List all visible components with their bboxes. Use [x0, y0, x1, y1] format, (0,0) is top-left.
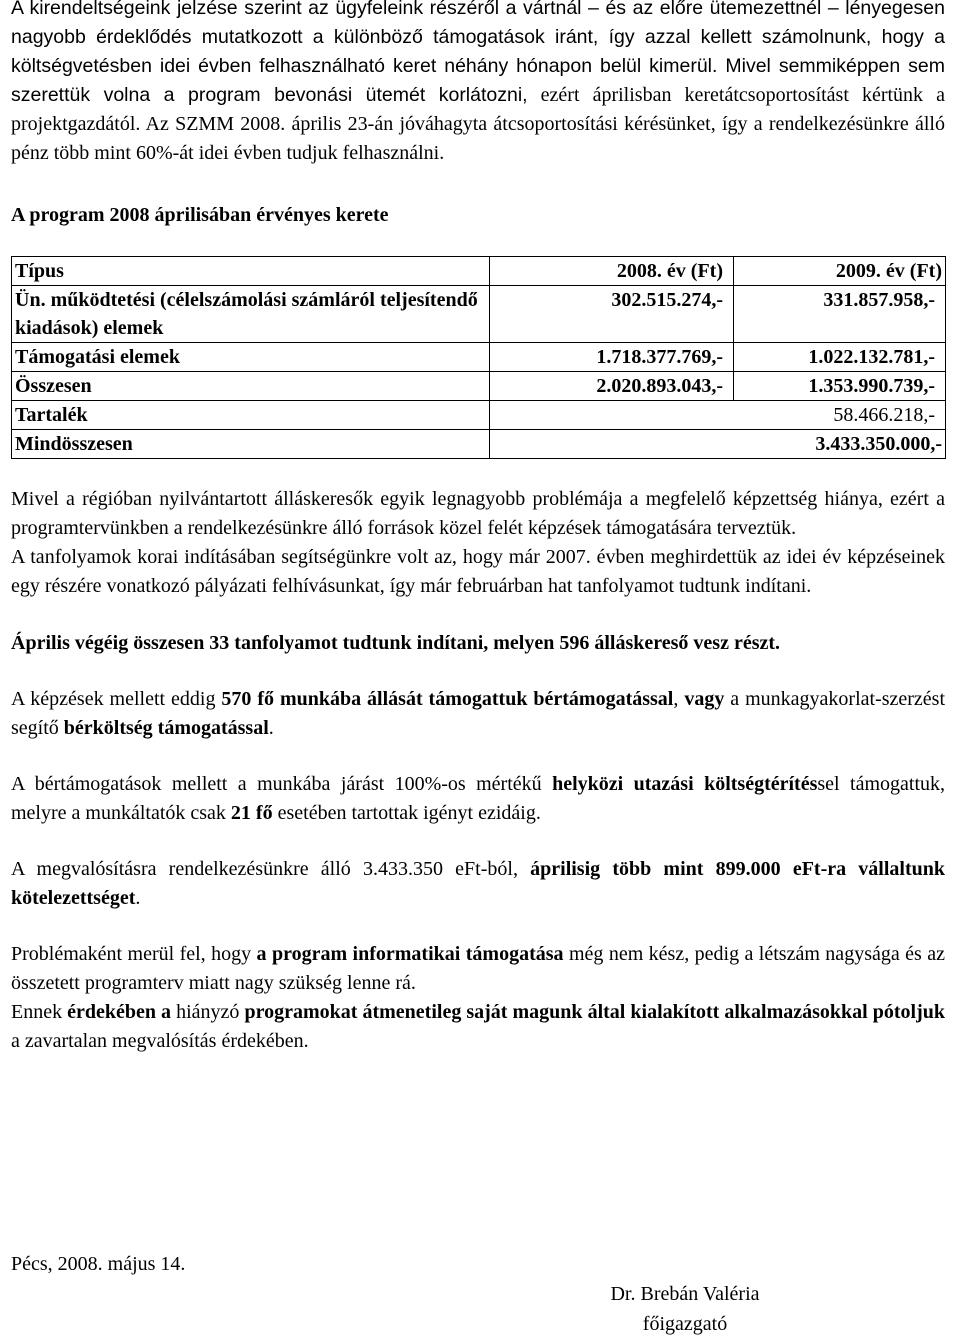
table-row — [12, 372, 946, 401]
row-value-2008: 302.515.274,- — [490, 286, 734, 343]
row-value-2008: 2.020.893.043,- — [490, 372, 734, 401]
intro-serif-text: ezért áprilisban keretátcsoportosítást kértünk a projektgazdától. Az SZMM 2008. április 23-án jóváhagyta átcsoportosítási kérésünket, így a rendelkezésünkre álló pénz több mint 60%-át idei évben tudjuk felhasználni. — [11, 84, 945, 164]
header-2008: 2008. év (Ft) — [490, 257, 734, 286]
intro-paragraph — [11, 0, 945, 168]
row-label: Tartalék — [12, 401, 490, 430]
intro-sans-text: A kirendeltségeink jelzése szerint az ügyfeleink részéről a vártnál – és az előre ütemezettnél – lényegesen nagyobb érdeklődés mutatkozott a különböző támogatások iránt, így azzal kellett számolnunk, hogy a költségvetésben idei évben felhasználható keret néhány hónapon belül kimerül. Mivel semmiképpen sem szerettük volna a program bevonási ütemét korlátozni, — [11, 0, 945, 106]
table-row — [12, 343, 946, 372]
problem-paragraph: Problémaként merül fel, hogy a program informatikai támogatása még nem kész, pedig a létszám nagysága és az összetett programterv miatt nagy szükség lenne rá. — [11, 943, 945, 994]
document-page — [11, 0, 945, 1056]
row-value-2009: 1.022.132.781,- — [734, 343, 946, 372]
training-paragraph-1: Mivel a régióban nyilvántartott álláskeresők egyik legnagyobb problémája a megfelelő képzettség hiánya, ezért a programtervünkben a rendelkezésünkre álló források közel felét képzések támogatására terveztük. — [11, 488, 945, 539]
row-value-combined: 58.466.218,- — [490, 401, 946, 430]
wage-subsidy-paragraph: A képzések mellett eddig 570 fő munkába állását támogattuk bértámogatással, vagy a munkagyakorlat-szerzést segítő bérköltség támogatással. — [11, 688, 946, 739]
header-type: Típus — [12, 257, 490, 286]
table-row — [12, 401, 946, 430]
row-label: Összesen — [12, 372, 490, 401]
budget-commitment-paragraph: A megvalósításra rendelkezésünkre álló 3.433.350 eFt-ból, áprilisig több mint 899.000 eFt-ra vállaltunk kötelezettséget. — [11, 858, 945, 909]
training-paragraph-2: A tanfolyamok korai indításában segítségünkre volt az, hogy már 2007. évben meghirdettük az idei év képzéseinek egy részére vonatkozó pályázati felhívásunkat, így már februárban hat tanfolyamot tudtunk indítani. — [11, 546, 945, 597]
signature-title: főigazgató — [642, 1313, 728, 1335]
row-value-2009: 331.857.958,- — [734, 286, 946, 343]
travel-cost-paragraph: A bértámogatások mellett a munkába járást 100%-os mértékű helyközi utazási költségtérítéssel támogattuk, melyre a munkáltatók csak 21 fő esetében tartottak igényt ezidáig. — [11, 773, 946, 824]
row-label: Támogatási elemek — [12, 343, 490, 372]
row-value-combined: 3.433.350.000,- — [490, 430, 946, 459]
row-value-2008: 1.718.377.769,- — [490, 343, 734, 372]
april-summary-paragraph: Április végéig összesen 33 tanfolyamot tudtunk indítani, melyen 596 álláskereső vesz részt. — [11, 632, 781, 654]
row-label: Ün. működtetési (célelszámolási számláról teljesítendő kiadások) elemek — [12, 286, 490, 343]
row-label: Mindösszesen — [12, 430, 490, 459]
signature-block — [585, 1279, 785, 1339]
table-heading: A program 2008 áprilisában érvényes kerete — [11, 204, 389, 226]
signature-name: Dr. Brebán Valéria — [610, 1283, 760, 1305]
workaround-paragraph: Ennek érdekében a hiányzó programokat átmenetileg saját magunk által kialakított alkalmazásokkal pótoljuk a zavartalan megvalósítás érdekében. — [11, 1001, 945, 1052]
place-date: Pécs, 2008. május 14. — [11, 1253, 186, 1275]
table-row — [12, 430, 946, 459]
budget-table — [11, 256, 946, 459]
header-2009: 2009. év (Ft) — [734, 257, 946, 286]
row-value-2009: 1.353.990.739,- — [734, 372, 946, 401]
table-row — [12, 286, 946, 343]
table-header-row — [12, 257, 946, 286]
